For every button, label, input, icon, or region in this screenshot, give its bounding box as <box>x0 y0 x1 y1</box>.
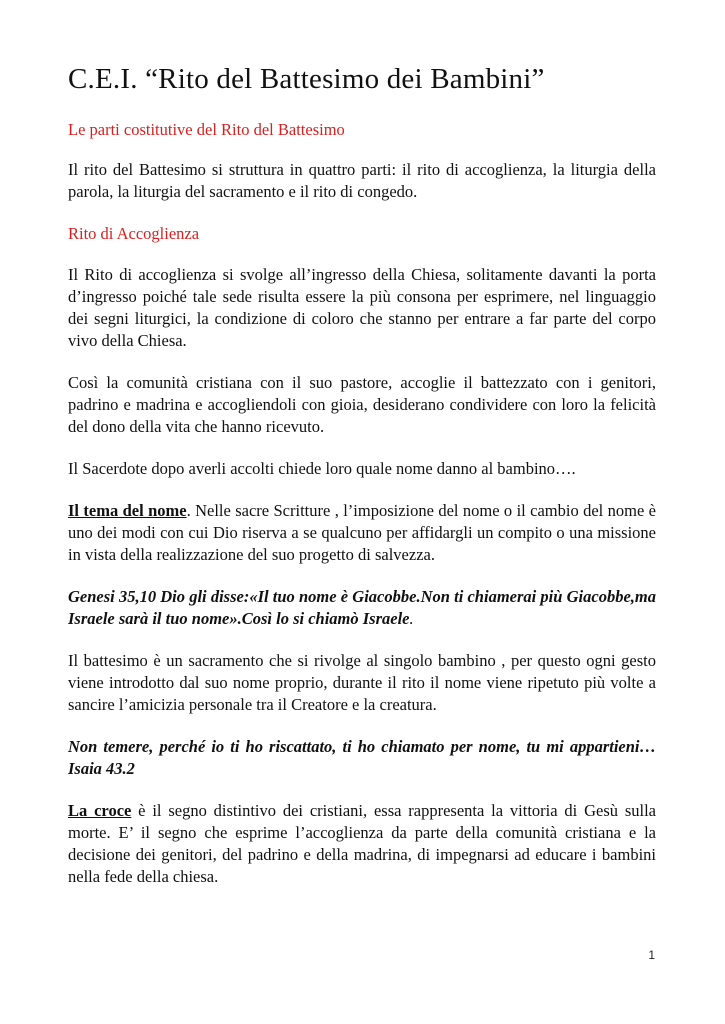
section-heading-accoglienza: Rito di Accoglienza <box>68 224 200 244</box>
document-page <box>68 62 656 908</box>
term-tema-nome: Il tema del nome <box>68 500 187 520</box>
paragraph-accoglienza: Il Rito di accoglienza si svolge all’ingresso della Chiesa, solitamente davanti la porta d’ingresso poiché tale sede risulta essere la più consona per esprimere, nel linguaggio dei segni liturgici, la condizione di coloro che stanno per entrare a far parte del corpo vivo della Chiesa. <box>68 264 656 350</box>
paragraph-intro: Il rito del Battesimo si struttura in quattro parti: il rito di accoglienza, la liturgia della parola, la liturgia del sacramento e il rito di congedo. <box>68 160 656 202</box>
quote-genesi-end: . <box>409 608 414 628</box>
paragraph-comunita: Così la comunità cristiana con il suo pastore, accoglie il battezzato con i genitori, padrino e madrina e accogliendoli con gioia, desiderano condividere con loro la felicità del dono della vita che hanno ricevuto. <box>68 372 656 436</box>
section-heading-parti: Le parti costitutive del Rito del Battesimo <box>68 119 345 139</box>
term-croce: La croce <box>68 800 132 820</box>
paragraph-croce <box>68 800 656 888</box>
quote-isaia: Non temere, perché io ti ho riscattato, ti ho chiamato per nome, tu mi appartieni…Isaia 43.2 <box>68 736 656 778</box>
paragraph-battesimo: Il battesimo è un sacramento che si rivolge al singolo bambino , per questo ogni gesto viene introdotto dal suo nome proprio, durante il rito il nome viene ripetuto più volte a sancire l’amicizia personale tra il Creatore e la creatura. <box>68 650 656 714</box>
paragraph-sacerdote: Il Sacerdote dopo averli accolti chiede loro quale nome danno al bambino…. <box>68 458 576 478</box>
document-title: C.E.I. “Rito del Battesimo dei Bambini” <box>68 63 545 95</box>
tema-nome-text: . Nelle sacre Scritture , l’imposizione del nome o il cambio del nome è uno dei modi con cui Dio riserva a se qualcuno per affidargli un compito o una missione in vista della realizzazione del suo progetto di salvezza. <box>68 500 656 564</box>
page-number: 1 <box>648 948 655 962</box>
paragraph-tema-nome <box>68 500 656 566</box>
croce-text: è il segno distintivo dei cristiani, essa rappresenta la vittoria di Gesù sulla morte. E’ il segno che esprime l’accoglienza da parte della comunità cristiana e la decisione dei genitori, del padrino e della madrina, di impegnarsi ad educare i bambini nella fede della chiesa. <box>68 800 656 886</box>
quote-genesi-text: Genesi 35,10 Dio gli disse:«Il tuo nome è Giacobbe.Non ti chiamerai più Giacobbe,ma Israele sarà il tuo nome».Così lo si chiamò Israele <box>68 586 656 628</box>
quote-genesi <box>68 586 656 630</box>
